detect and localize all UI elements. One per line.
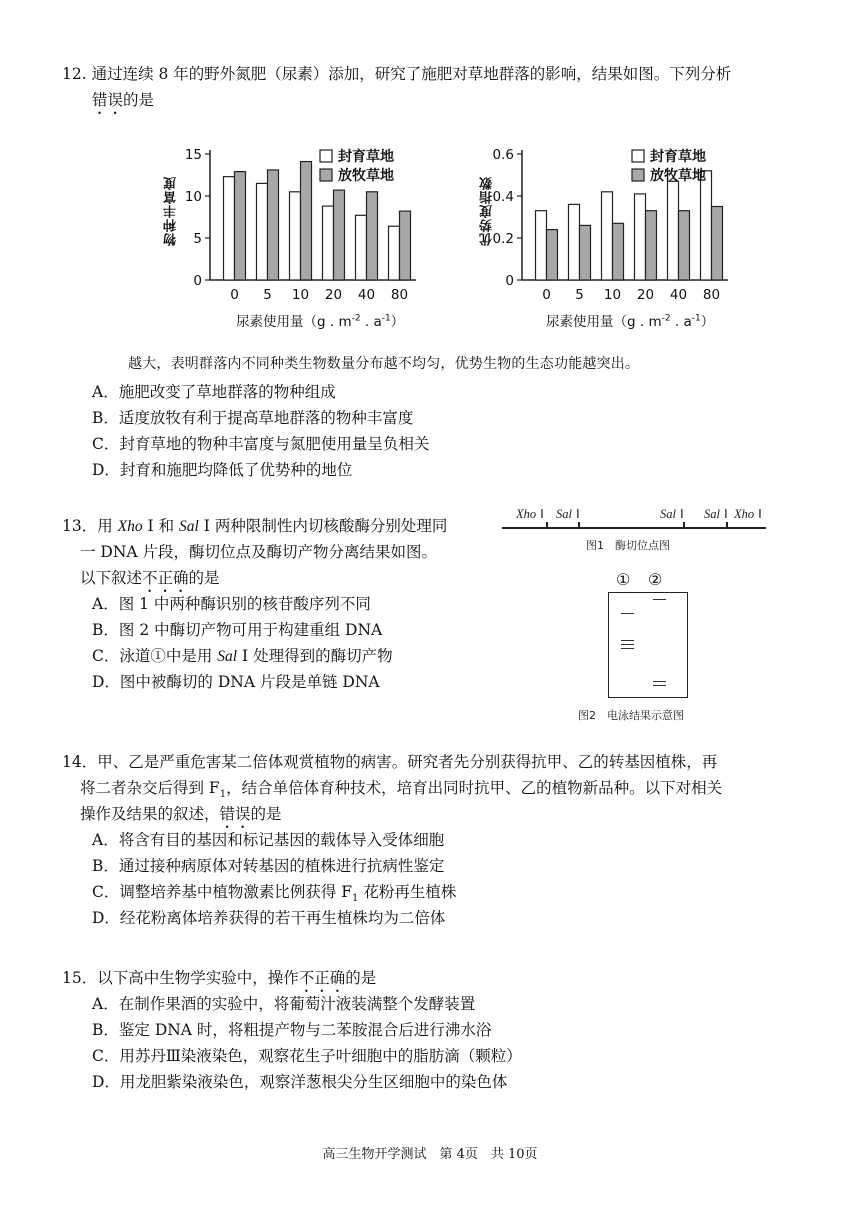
x-tick-label: 40 [669,287,688,303]
chart-dominance-index [440,140,740,340]
chart1-xlabel-end: ） [390,314,405,330]
chart-species-richness [128,140,428,340]
bar-fangmu [235,172,246,280]
bar-fangmu [580,225,591,280]
fig2-electrophoresis [570,568,740,728]
y-tick-label: 0 [505,273,514,289]
chart2-svg [440,140,740,312]
fig1-restriction-map [500,500,770,560]
x-tick-label: 20 [636,287,655,303]
fig1-label-sal-3-rest: I [719,506,728,521]
q15-option-b: B．鉴定 DNA 时，将粗提产物与二苯胺混合后进行沸水浴 [92,1021,492,1039]
q13-option-d: D．图中被酶切的 DNA 片段是单链 DNA [92,673,380,691]
x-tick-label: 10 [603,287,622,303]
q15-l1-a: 15．以下高中生物学实验中，操作 [62,969,299,987]
q13-optc-sal: Sal [217,648,238,665]
fig1-label-sal-3-it: Sal [704,507,720,521]
bar-fengyu [602,192,613,280]
bar-fangmu [547,230,558,280]
y-tick-label: 0 [193,273,202,289]
chart2-xlabel-end: ） [700,314,715,330]
q13-option-a: A．图 1 中两种酶识别的核苷酸序列不同 [92,595,371,613]
bar-fangmu [301,162,312,280]
y-tick-label: 0.4 [492,189,514,205]
fig1-label-xho-1-it: Xho [516,507,537,521]
chart2-xlabel-a: 尿素使用量（g . m [546,314,662,330]
q13-l1-c: I 两种限制性内切核酸酶分别处理同 [198,517,448,535]
q14-option-d: D．经花粉离体培养获得的若干再生植株均为二倍体 [92,909,446,927]
q13-stem-line1 [62,514,447,539]
fig1-label-sal-2 [660,506,684,522]
q12-option-c: C．封育草地的物种丰富度与氮肥使用量呈负相关 [92,435,430,453]
fig1-label-sal-1-it: Sal [556,507,572,521]
bar-fangmu [679,211,690,280]
gel-band [621,613,634,614]
bar-fengyu [323,206,334,280]
bar-fengyu [224,177,235,280]
gel-band [653,685,666,686]
q13-sal: Sal [179,518,199,535]
q14-l3-a: 操作及结果的叙述， [80,805,220,823]
q15-l1-b: 的是 [345,969,377,987]
bar-fengyu [569,204,580,280]
x-tick-label: 40 [357,287,376,303]
y-tick-label: 10 [184,189,202,205]
legend-swatch [320,169,332,181]
bar-fangmu [268,170,279,280]
gel-band [621,648,634,649]
gel-band [621,640,634,641]
q13-l3-a: 以下叙述 [80,569,143,587]
legend-label: 放牧草地 [338,168,394,184]
q12-note: 越大，表明群落内不同种类生物数量分布越不均匀，优势生物的生态功能越突出。 [128,356,640,372]
fig1-tick [683,522,685,528]
chart1-xlabel-mid: . a [360,314,382,330]
chart2-xlabel [546,310,714,330]
legend-label: 放牧草地 [650,168,706,184]
q12-option-b: B．适度放牧有利于提高草地群落的物种丰富度 [92,409,414,427]
fig1-label-xho-1-rest: I [536,506,544,521]
q15-emphasis: 不正确 [298,969,346,987]
legend-label: 封育草地 [650,149,706,165]
q12-stem-line1: 12. 通过连续 8 年的野外氮肥（尿素）添加，研究了施肥对草地群落的影响，结果如图。下列分析 [62,65,732,83]
chart2-xlabel-sup2: -1 [691,313,701,324]
x-tick-label: 0 [542,287,551,303]
q12-stem-tail: 的是 [123,91,155,109]
q12-emphasis: 错误 [92,91,124,109]
fig1-caption: 图1 酶切位点图 [586,539,670,552]
gel [608,592,688,698]
q14-l2-a: 将二者杂交后得到 F [80,779,220,797]
fig1-label-sal-1-rest: I [571,506,580,521]
chart1-xlabel-a: 尿素使用量（g . m [236,314,352,330]
q13-optc-b: I 处理得到的酶切产物 [237,647,393,665]
x-tick-label: 80 [702,287,721,303]
chart1-xlabel-sup1: -2 [351,313,361,324]
x-tick-label: 5 [575,287,584,303]
q14-stem-line1: 14．甲、乙是严重危害某二倍体观赏植物的病害。研究者先分别获得抗甲、乙的转基因植株，再 [62,753,718,771]
fig1-label-xho-2 [734,506,762,522]
fig1-label-sal-2-rest: I [675,506,684,521]
fig2-caption: 图2 电泳结果示意图 [578,709,684,722]
q14-option-b: B．通过接种病原体对转基因的植株进行抗病性鉴定 [92,857,445,875]
gel-band [621,644,634,645]
bar-fengyu [701,171,712,280]
gel-band [653,681,666,682]
q15-option-d: D．用龙胆紫染液染色，观察洋葱根尖分生区细胞中的染色体 [92,1073,508,1091]
fig1-label-sal-3 [704,506,728,522]
chart2-xlabel-sup1: -2 [661,313,671,324]
q14-optc-a: C．调整培养基中植物激素比例获得 F [92,883,353,901]
q14-l2-sub: 1 [219,789,227,801]
fig1-label-xho-1 [516,506,544,522]
q14-emphasis: 错误 [219,805,251,823]
q12-option-d: D．封育和施肥均降低了优势种的地位 [92,461,353,479]
chart2-xlabel-mid: . a [670,314,692,330]
q13-l1-b: I 和 [142,517,180,535]
bar-fengyu [290,192,301,280]
fig1-label-xho-2-it: Xho [734,507,755,521]
x-tick-label: 80 [390,287,409,303]
q13-option-b: B．图 2 中酶切产物可用于构建重组 DNA [92,621,383,639]
bar-fangmu [400,211,411,280]
bar-fengyu [635,194,646,280]
legend-swatch [632,169,644,181]
chart1-xlabel [236,310,404,330]
q14-optc-sub: 1 [352,893,359,905]
fig1-tick [546,522,548,528]
lane-label-2: ② [648,570,663,589]
bar-fengyu [257,183,268,280]
fig1-label-sal-1 [556,506,580,522]
bar-fengyu [668,181,679,280]
y-tick-label: 0.6 [492,147,514,163]
page-footer: 高三生物开学测试 第 4页 共 10页 [322,1147,538,1162]
q14-optc-b: 花粉再生植株 [358,883,457,901]
chart2-ylabel: 优势度指数 [480,176,495,246]
q13-option-c [92,644,393,669]
bar-fengyu [356,215,367,280]
chart1-svg [128,140,428,312]
bar-fangmu [646,211,657,280]
legend-swatch [320,150,332,162]
fig1-label-xho-2-rest: I [754,506,762,521]
legend-label: 封育草地 [338,149,394,165]
y-tick-label: 5 [193,231,202,247]
fig1-tick [578,522,580,528]
bar-fengyu [389,226,400,280]
q12-stem-line2 [92,88,154,118]
q15-option-c: C．用苏丹Ⅲ染液染色，观察花生子叶细胞中的脂肪滴（颗粒） [92,1047,522,1065]
q15-option-a: A．在制作果酒的实验中，将葡萄汁液装满整个发酵装置 [92,995,476,1013]
q13-xho: Xho [117,518,143,535]
chart1-ylabel: 物种丰富度 [164,176,179,246]
legend-swatch [632,150,644,162]
q13-emphasis: 不正确 [142,569,189,587]
lane-label-1: ① [616,570,631,589]
fig1-label-sal-2-it: Sal [660,507,676,521]
y-tick-label: 0.2 [492,231,514,247]
bar-fengyu [536,211,547,280]
bar-fangmu [367,192,378,280]
q14-l3-b: 的是 [250,805,282,823]
x-tick-label: 10 [291,287,310,303]
x-tick-label: 0 [230,287,239,303]
q13-optc-a: C．泳道①中是用 [92,647,218,665]
x-tick-label: 20 [324,287,343,303]
fig1-tick [726,522,728,528]
bar-fangmu [334,190,345,280]
bar-fangmu [712,207,723,281]
chart1-xlabel-sup2: -1 [381,313,391,324]
q13-l1-a: 13．用 [62,517,118,535]
x-tick-label: 5 [263,287,272,303]
bar-fangmu [613,223,624,280]
q14-option-a: A．将含有目的基因和标记基因的载体导入受体细胞 [92,831,445,849]
y-tick-label: 15 [184,147,202,163]
q14-l2-b: ，结合单倍体育种技术，培育出同时抗甲、乙的植物新品种。以下对相关 [226,779,723,797]
gel-band [653,599,666,600]
q13-l3-b: 的是 [188,569,220,587]
q12-option-a: A．施肥改变了草地群落的物种组成 [92,383,336,401]
q13-stem-line2: 一 DNA 片段，酶切位点及酶切产物分离结果如图。 [80,543,438,561]
